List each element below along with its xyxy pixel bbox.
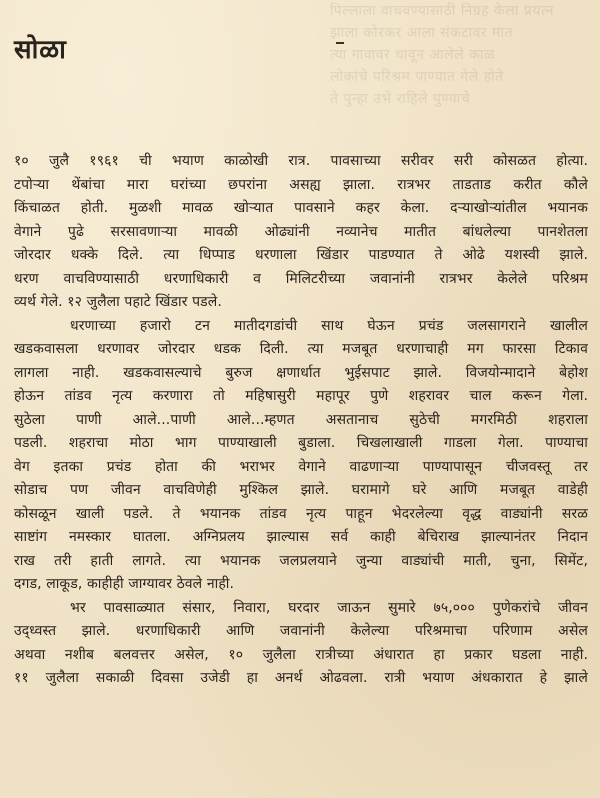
text-line: सुठेला पाणी आले...पाणी आले...म्हणत असतानाच सुठेची मगरमिठी शहराला (14, 411, 588, 428)
text-line: वेगाने पुढे सरसावणाऱ्या मावळी ओढ्यांनी नव्यानेच मातीत बांधलेल्या पानशेतला (14, 223, 588, 240)
text-line: लागला नाही. खडकवासल्याचे बुरुज क्षणार्धात भुईसपाट झाले. विजयोन्मादाने बेहोश (14, 364, 588, 381)
text-line: अथवा नशीब बलवत्तर असेल, १० जुलैला रात्रीच्या अंधारात हा प्रकार घडला नाही. (14, 646, 588, 663)
text-line: धरणाच्या हजारो टन मातीदगडांची साथ घेऊन प्रचंड जलसागराने खालील (70, 317, 588, 334)
bleed-line: झाला कोरकर आला संकटावर मात (330, 25, 514, 41)
bleed-line: लोकांचे परिश्रम पाण्यात गेले होते (330, 69, 504, 85)
chapter-heading: सोळा (14, 35, 67, 65)
text-line: किंचाळत होती. मुळशी मावळ खोऱ्यात पावसाने कहर केला. दऱ्याखोऱ्यांतील भयानक (14, 200, 588, 216)
text-line: व्यर्थ गेले. १२ जुलैला पहाटे खिंडार पडले. (14, 294, 222, 310)
bleed-line: पिल्लाला वाचवण्यासाठी निग्रह केला प्रयत्न (330, 3, 555, 19)
text-line: साष्टांग नमस्कार घातला. अग्निप्रलय झाल्यास सर्व काही बेचिराख झाल्यानंतर निदान (14, 529, 588, 545)
text-line: ११ जुलैला सकाळी दिवसा उजेडी हा अनर्थ ओढवला. रात्री भयाण अंधकारात हे झाले (14, 670, 588, 686)
text-line: टपोऱ्या थेंबांचा मारा घरांच्या छपरांना असह्य झाला. रात्रभर ताडताड करीत कौले (14, 176, 588, 193)
stray-mark (336, 42, 344, 44)
text-line: जोरदार धक्के दिले. त्या धिप्पाड धरणाला खिंडार पाडण्यात ते ओढे यशस्वी झाले. (14, 247, 588, 263)
text-line: दगड, लाकूड, काहीही जाग्यावर ठेवले नाही. (14, 576, 235, 592)
text-line: होऊन तांडव नृत्य करणारा तो महिषासुरी महापूर पुणे शहरावर चाल करून गेला. (14, 388, 588, 404)
text-line: कोसळून खाली पडले. ते भयानक तांडव नृत्य पाहून भेदरलेल्या वृद्ध वाड्यांनी सरळ (14, 505, 588, 522)
chapter-body (14, 150, 588, 691)
text-line: धरण वाचविण्यासाठी धरणाधिकारी व मिलिटरीच्या जवानांनी रात्रभर केलेले परिश्रम (14, 270, 588, 287)
bleed-line: ते पुन्हा उभे राहिले पुण्याचे (330, 91, 471, 107)
text-line: वेग इतका प्रचंड होता की भराभर वेगाने वाढणाऱ्या पाण्यापासून चीजवस्तू तर (14, 458, 588, 475)
text-line: सोडाच पण जीवन वाचविणेही मुश्किल झाले. घरामागे घरे आणि मजबूत वाडेही (14, 482, 588, 498)
text-line: भर पावसाळ्यात संसार, निवारा, घरदार जाऊन सुमारे ७५,००० पुणेकरांचे जीवन (70, 599, 588, 616)
text-line: पडली. शहराचा मोठा भाग पाण्याखाली बुडाला. चिखलाखाली गाडला गेला. पाण्याचा (14, 435, 588, 451)
bleed-line: त्या गावावर धावून आलेले काळ (330, 47, 496, 63)
text-line: १० जुलै १९६१ ची भयाण काळोखी रात्र. पावसाच्या सरीवर सरी कोसळत होत्या. (14, 153, 588, 169)
text-line: राख तरी हाती लागते. त्या भयानक जलप्रलयाने जुन्या वाड्यांची माती, चुना, सिमेंट, (14, 552, 588, 569)
bleed-through-text (330, 0, 600, 120)
text-line: उद्ध्वस्त झाले. धरणाधिकारी आणि जवानांनी केलेल्या परिश्रमाचा परिणाम असेल (14, 623, 588, 639)
text-line: खडकवासला धरणावर जोरदार धडक दिली. त्या मजबूत धरणाचाही मग फारसा टिकाव (14, 341, 588, 357)
